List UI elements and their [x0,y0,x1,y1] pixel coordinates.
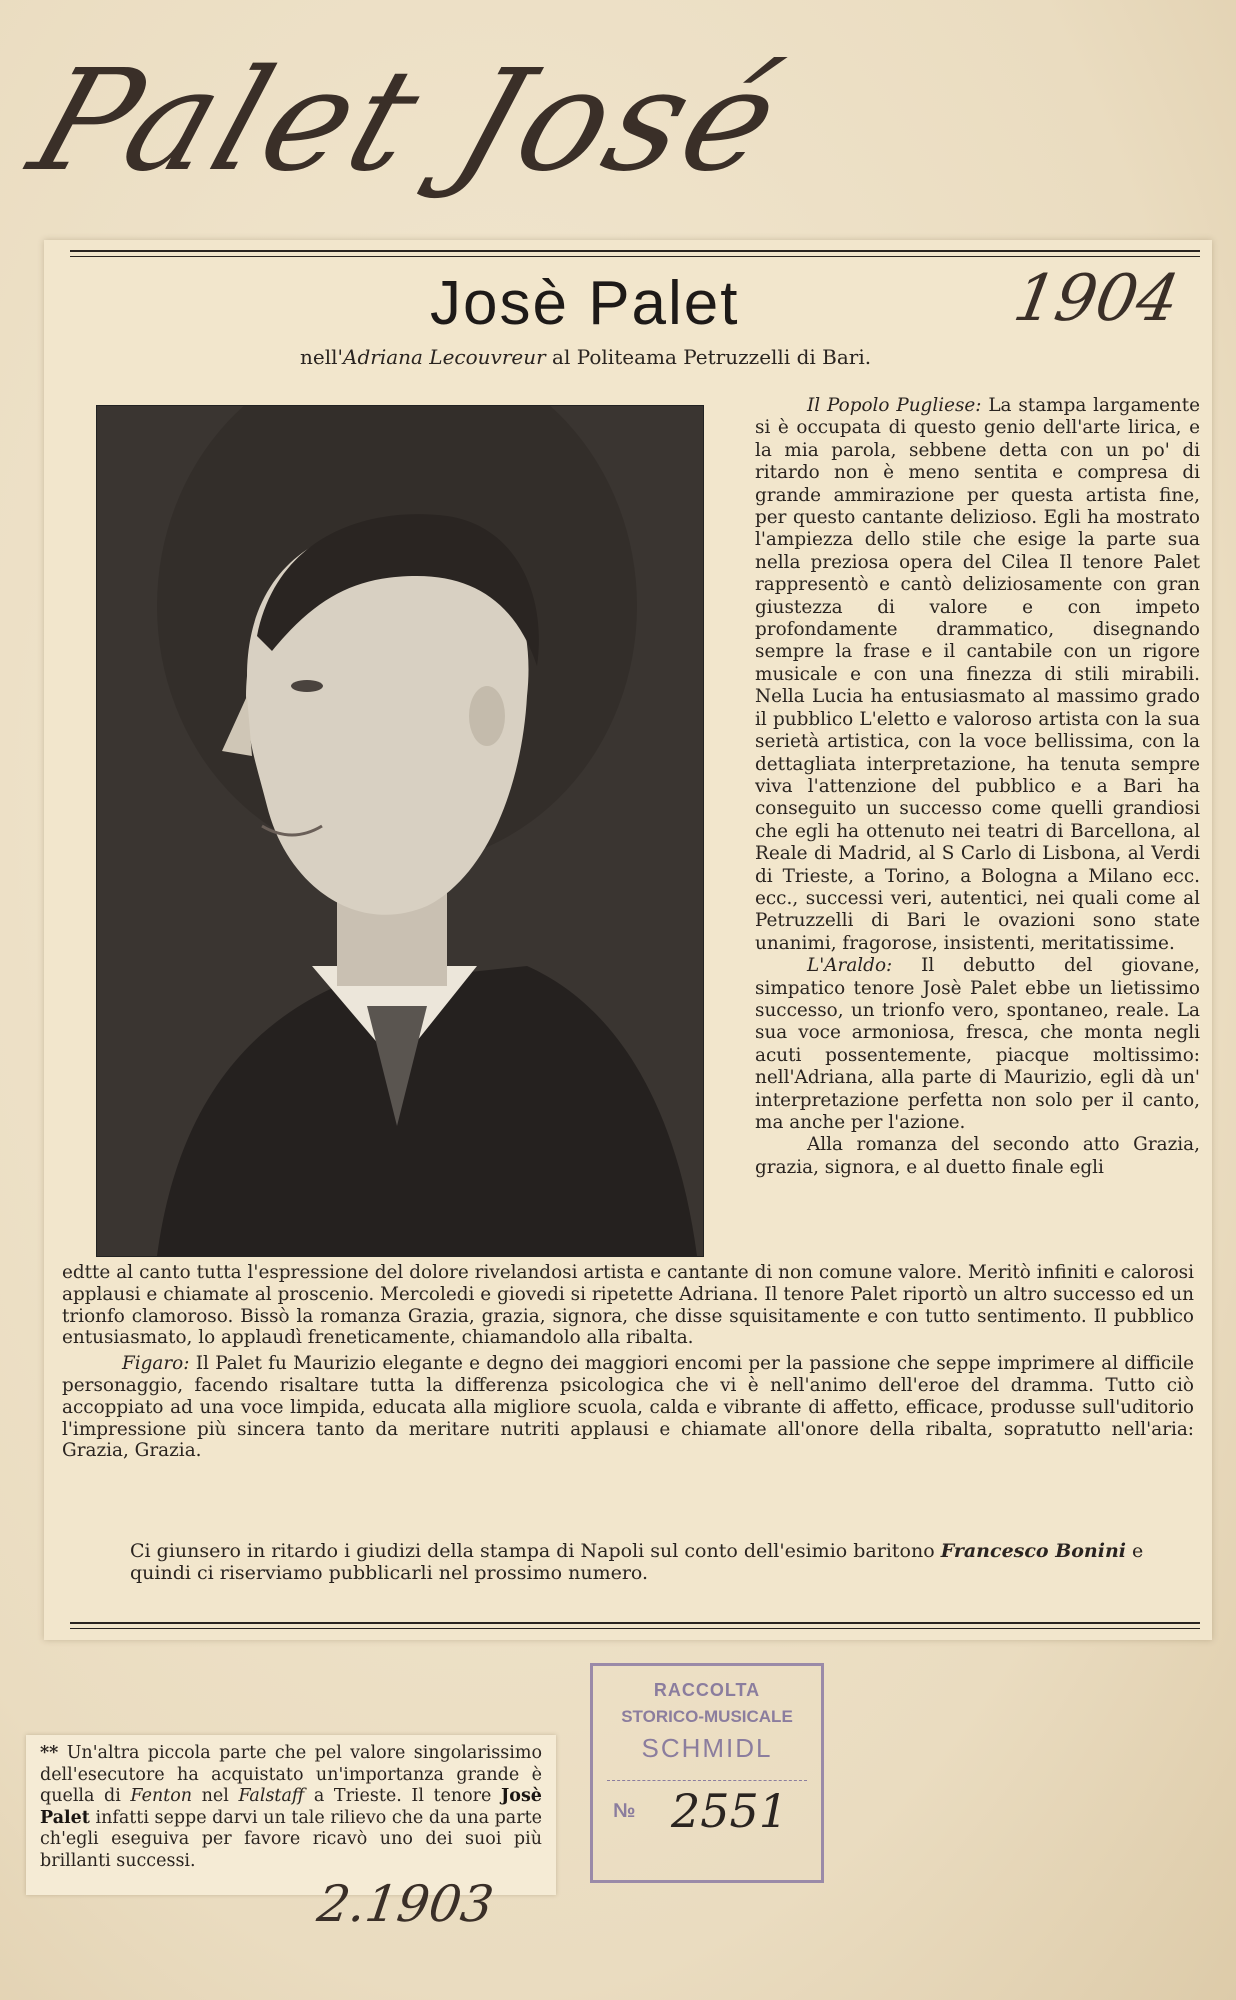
note-name: Francesco Bonini [940,1540,1126,1562]
note-pre: Ci giunsero in ritardo i giudizi della stampa di Napoli sul conto dell'esimio baritono [130,1540,935,1562]
stamp-line2: STORICO-MUSICALE [621,1707,793,1726]
article-column-right [755,395,1200,1179]
top-rule-thin [70,256,1200,257]
stamp-line1: RACCOLTA [653,1680,761,1700]
clip-text-post: infatti seppe darvi un tale rilievo che da una parte ch'egli eseguiva per favore ricavò uno dei suoi più brillanti successi. [40,1807,542,1871]
article-subtitle [300,345,871,369]
para4-text: Il Palet fu Maurizio elegante e degno dei maggiori encomi per la passione che seppe imprimere al difficile personaggio, facendo risaltare tutta la differenza psicologica che vi è nell'animo dell'eroe del dramma. Tutto ciò accoppiato ad una voce limpida, educata alla migliore scuola, calda e vibrante di affetto, efficace, produsse sull'uditorio l'impressione più sincera tanto da meritare nutriti applausi e chiamate all'onore della ribalta, sopratutto nell'aria: Grazia, Grazia. [62,1353,1194,1462]
paragraph-araldo [755,955,1200,1134]
bottom-rule-thin [70,1628,1200,1629]
note-post: e quindi ci riserviamo pubblicarli nel prossimo numero. [130,1540,1144,1584]
para1-text: La stampa largamente si è occupata di questo genio dell'arte lirica, e la mia parola, sebbene detta con un po' di ritardo non è meno sentita e compresa di grande ammirazione per questa artista fine, per questo cantante delizioso. Egli ha mostrato l'ampiezza dello stile che esige la parte sua nella preziosa opera del Cilea Il tenore Palet rappresentò e cantò deliziosamente con gran giustezza di valore e con impeto profondamente drammatico, disegnando sempre la frase e il cantabile con un rigore musicale e con una finezza di stili mirabili. Nella Lucia ha entusiasmato al massimo grado il pubblico L'eletto e valoroso artista con la sua serietà artistica, con la voce bellissima, con la dettagliata interpretazione, ha tenuta sempre viva l'attenzione del pubblico e a Bari ha conseguito un successo come quelli grandiosi che egli ha ottenuto nei teatri di Barcellona, al Reale di Madrid, al S Carlo di Lisbona, al Verdi di Trieste, a Torino, a Bologna a Milano ecc. ecc., successi veri, autentici, nei quali come al Petruzzelli di Bari le ovazioni sono state unanimi, fragorose, insistenti, meritatissime. [755,395,1200,954]
clip-opera: Falstaff [238,1786,305,1806]
source-popolo-pugliese: Il Popolo Pugliese: [807,395,982,416]
editorial-note [130,1540,1192,1584]
stamp-number-label: № [613,1800,636,1822]
clip-mid: nel [201,1786,229,1806]
paragraph-romanza-start [755,1134,1200,1179]
clip-tenor-name: Josè Palet [40,1786,542,1828]
collection-stamp [590,1663,824,1883]
top-rule [70,250,1200,252]
para3a-text: Alla romanza del secondo atto Grazia, grazia, signora, e al duetto finale egli [755,1134,1200,1178]
portrait-photo [96,405,704,1257]
article-title: Josè Palet [430,269,740,338]
small-clipping-text [40,1743,542,1872]
clip-role: Fenton [130,1786,193,1806]
subtitle-pre: nell' [300,345,344,369]
clip-text-pre: Un'altra piccola parte che pel valore singolarissimo dell'esecutore ha acquistato un'importanza grande è quella di [40,1743,542,1806]
paragraph-romanza-cont: edtte al canto tutta l'espressione del dolore rivelandosi artista e cantante di non comune valore. Meritò infiniti e calorosi applausi e chiamate al proscenio. Mercoledi e giovedi si ripetette Adriana. Il tenore Palet riportò un altro successo ed un trionfo clamoroso. Bissò la romanza Grazia, grazia, signora, che disse squisitamente e con tutto sentimento. Il pubblico entusiasmato, lo applaudì freneticamente, chiamandolo alla ribalta. [62,1262,1194,1349]
stamp-number: 2551 [671,1784,789,1838]
subtitle-opera: Adriana Lecouvreur [343,345,546,369]
stamp-line3: SCHMIDL [641,1733,773,1763]
clip-tenor-pre: Il tenore [411,1786,492,1806]
paragraph-popolo-pugliese [755,395,1200,955]
handwritten-year: 1904 [1008,262,1185,336]
article-wide-body [62,1262,1194,1466]
paragraph-figaro [62,1353,1194,1462]
bottom-rule [70,1622,1200,1624]
clipping-mark: ** [40,1743,59,1763]
subtitle-post: al Politeama Petruzzelli di Bari. [552,345,872,369]
clip-city: a Trieste. [313,1786,402,1806]
para2-text: Il debutto del giovane, simpatico tenore Josè Palet ebbe un lietissimo successo, un trionfo vero, spontaneo, reale. La sua voce armoniosa, fresca, che monta negli acuti possentemente, piacque moltissimo: nell'Adriana, alla parte di Maurizio, egli dà un' interpretazione perfetta non solo per il canto, ma anche per l'azione. [755,955,1200,1133]
source-araldo: L'Araldo: [807,955,893,977]
small-clipping [26,1735,556,1895]
handwritten-name: Palet José [13,40,802,203]
handwritten-date: 2.1903 [313,1875,498,1933]
stamp-divider [607,1780,807,1781]
source-figaro: Figaro: [122,1353,190,1375]
